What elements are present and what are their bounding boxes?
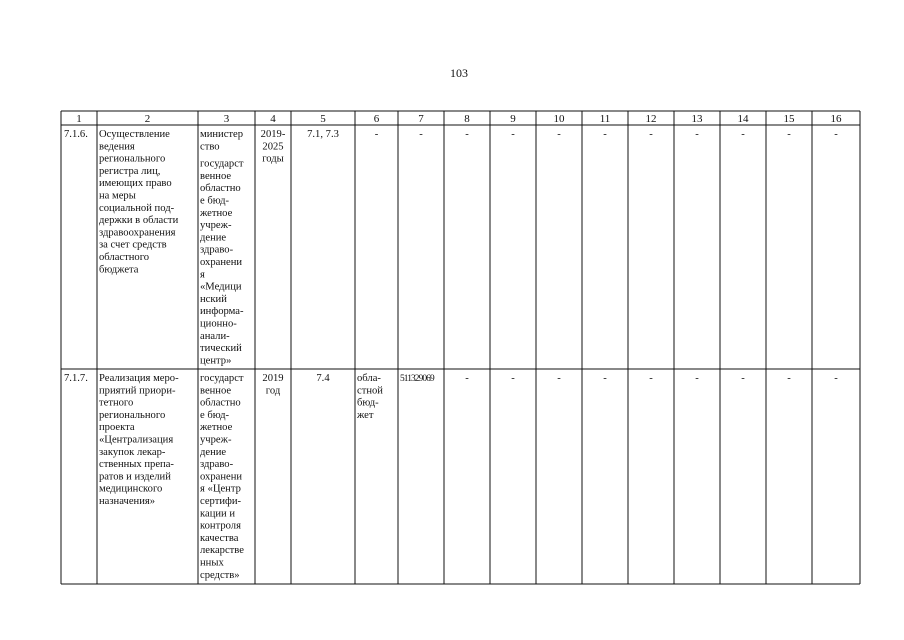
executor-line: я xyxy=(200,269,205,281)
table-body xyxy=(64,129,838,581)
item-name-line: приятий приори- xyxy=(99,385,176,397)
item-name-line: Осуществление xyxy=(99,129,170,140)
funding-source-line: бюд- xyxy=(357,397,379,409)
item-name-line: регионального xyxy=(99,409,166,421)
item-name-line: здравоохранения xyxy=(99,227,176,239)
amount-col-14: - xyxy=(741,129,745,140)
header-cell-1: 1 xyxy=(76,113,82,125)
amount-total: 511329069 xyxy=(400,374,434,384)
item-name-line: областного xyxy=(99,252,150,263)
header-cell-10: 10 xyxy=(553,113,565,125)
header-cell-2: 2 xyxy=(144,113,151,125)
period-line: 2019 xyxy=(262,373,284,384)
item-name-line: ведения xyxy=(99,141,135,153)
amount-col-14: - xyxy=(741,373,745,384)
executor-line: дение xyxy=(200,232,227,244)
executor-line: венное xyxy=(200,170,232,182)
executor-line: тический xyxy=(200,343,242,355)
executor-line: венное xyxy=(200,385,232,397)
executor-line: учреж- xyxy=(200,220,232,232)
executor-line: лекарстве xyxy=(200,545,244,557)
executor-line: центр» xyxy=(200,355,232,367)
item-name-line: «Централизация xyxy=(99,434,174,446)
period-line: годы xyxy=(262,153,284,165)
item-name-line: Реализация меро- xyxy=(99,373,179,384)
target-indicator: 7.4 xyxy=(316,373,330,384)
amount-col-9: - xyxy=(511,373,515,384)
amount-col-15: - xyxy=(787,129,791,140)
executor-line: я «Центр xyxy=(200,483,241,495)
executor-line: жетное xyxy=(200,422,233,434)
amount-col-16: - xyxy=(834,373,838,384)
amount-col-12: - xyxy=(649,129,653,140)
executor-line: е бюд- xyxy=(200,409,230,421)
item-name-line: социальной под- xyxy=(99,202,175,214)
amount-col-12: - xyxy=(649,373,653,384)
executor-line: кации и xyxy=(200,508,236,520)
amount-col-13: - xyxy=(695,129,699,140)
item-number: 7.1.6. xyxy=(64,129,88,140)
period-line: 2019- xyxy=(260,129,286,140)
page-number: 103 xyxy=(450,66,468,80)
executor-line: информа- xyxy=(200,306,244,318)
amount-col-13: - xyxy=(695,373,699,384)
executor-line: «Медици xyxy=(200,281,242,293)
executor-line: контроля xyxy=(200,520,241,532)
target-indicator: 7.1, 7.3 xyxy=(307,129,339,140)
funding-source-line: стной xyxy=(357,385,383,397)
table-row xyxy=(64,129,838,366)
header-cell-13: 13 xyxy=(691,113,703,125)
item-name-line: регионального xyxy=(99,153,166,165)
item-name-line: ратов и изделий xyxy=(99,471,171,483)
amount-col-9: - xyxy=(511,129,515,140)
amount-col-8: - xyxy=(465,373,469,384)
amount-col-8: - xyxy=(465,129,469,140)
item-name-line: закупок лекар- xyxy=(99,446,166,458)
executor-line: дение xyxy=(200,446,227,458)
header-cell-6: 6 xyxy=(373,113,380,125)
header-cell-11: 11 xyxy=(599,113,611,125)
amount-col-10: - xyxy=(557,373,561,384)
table-row xyxy=(64,373,838,581)
amount-col-11: - xyxy=(603,373,607,384)
executor-line: ционно- xyxy=(200,318,237,330)
executor-line: ство xyxy=(200,141,220,153)
header-cell-9: 9 xyxy=(510,113,516,125)
item-number: 7.1.7. xyxy=(64,373,88,384)
header-cell-7: 7 xyxy=(418,113,424,125)
amount-total: - xyxy=(419,129,423,140)
period-line: 2025 xyxy=(262,141,284,153)
executor-line: анали- xyxy=(200,330,230,342)
executor-line: охранени xyxy=(200,471,243,483)
executor-line: качества xyxy=(200,532,239,544)
item-name-line: проекта xyxy=(99,422,135,434)
table-grid xyxy=(61,111,860,584)
amount-col-16: - xyxy=(834,129,838,140)
header-cell-4: 4 xyxy=(270,113,276,125)
header-cell-8: 8 xyxy=(464,113,470,125)
amount-col-11: - xyxy=(603,129,607,140)
item-name-line: регистра лиц, xyxy=(99,165,161,177)
executor-line: жетное xyxy=(200,207,233,219)
executor-line: областно xyxy=(200,397,241,409)
item-name-line: бюджета xyxy=(99,264,139,276)
item-name-line: ственных препа- xyxy=(99,459,174,471)
item-name-line: имеющих право xyxy=(99,178,172,190)
executor-line: охранени xyxy=(200,257,243,268)
item-name-line: на меры xyxy=(99,190,136,202)
executor-line: средств» xyxy=(200,569,240,581)
item-name-line: за счет средств xyxy=(99,239,167,251)
executor-line: здраво- xyxy=(200,459,234,471)
item-name-line: медицинского xyxy=(99,483,163,495)
table-header-row xyxy=(76,113,842,125)
funding-source-line: жет xyxy=(357,409,374,421)
item-name-line: тетного xyxy=(99,397,134,409)
executor-line: государст xyxy=(200,158,244,170)
period-line: год xyxy=(265,385,281,397)
item-name-line: назначения» xyxy=(99,496,156,507)
funding-source-line: обла- xyxy=(357,373,381,384)
header-cell-5: 5 xyxy=(320,113,326,125)
executor-line: министер xyxy=(200,129,244,140)
executor-line: нных xyxy=(200,557,224,569)
executor-line: е бюд- xyxy=(200,195,230,207)
funding-source: - xyxy=(374,129,379,140)
executor-line: здраво- xyxy=(200,244,234,256)
amount-col-10: - xyxy=(557,129,561,140)
amount-col-15: - xyxy=(787,373,791,384)
header-cell-14: 14 xyxy=(737,113,749,125)
header-cell-15: 15 xyxy=(783,113,795,125)
header-cell-3: 3 xyxy=(223,113,230,125)
executor-line: нский xyxy=(200,293,227,305)
executor-line: учреж- xyxy=(200,434,232,446)
executor-line: сертифи- xyxy=(200,496,242,507)
header-cell-16: 16 xyxy=(830,113,842,125)
executor-line: государст xyxy=(200,373,244,384)
item-name-line: держки в области xyxy=(99,215,179,227)
executor-line: областно xyxy=(200,183,241,195)
header-cell-12: 12 xyxy=(645,113,657,125)
